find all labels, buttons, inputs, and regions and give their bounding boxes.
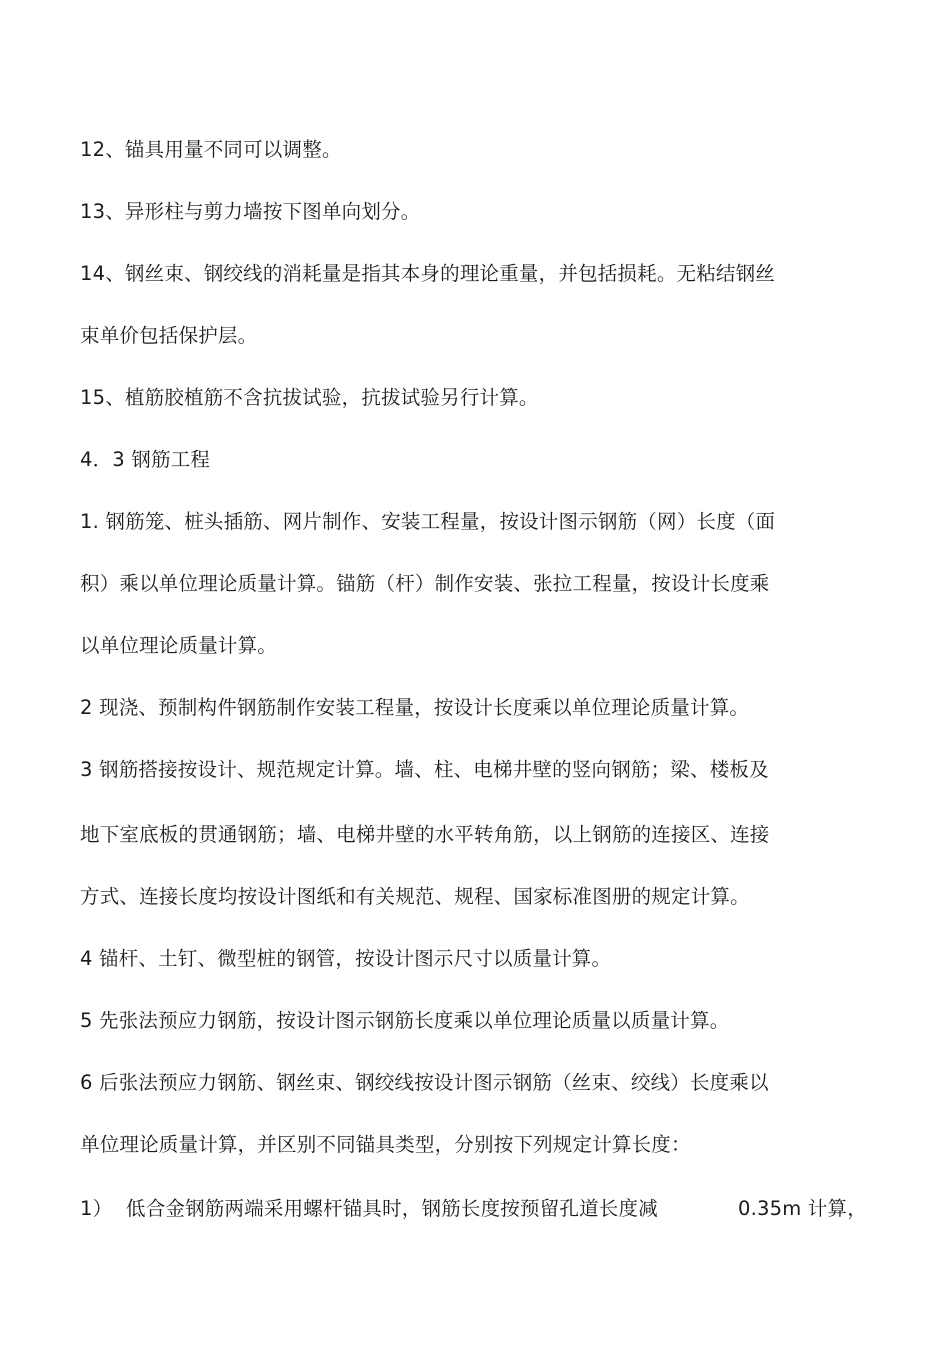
paragraph-line: 单位理论质量计算，并区别不同锚具类型，分别按下列规定计算长度： — [80, 1133, 691, 1156]
paragraph-line: 3 钢筋搭接按设计、规范规定计算。墙、柱、电梯井壁的竖向钢筋；梁、楼板及 — [80, 758, 769, 781]
paragraph-line: 4 锚杆、土钉、微型桩的钢管，按设计图示尺寸以质量计算。 — [80, 947, 612, 970]
paragraph-line: 13、异形柱与剪力墙按下图单向划分。 — [80, 200, 421, 223]
paragraph-line: 15、植筋胶植筋不含抗拔试验，抗拔试验另行计算。 — [80, 386, 539, 409]
paragraph-line: 积）乘以单位理论质量计算。锚筋（杆）制作安装、张拉工程量，按设计长度乘 — [80, 572, 770, 595]
list-item-text: 低合金钢筋两端采用螺杆锚具时，钢筋长度按预留孔道长度减 — [126, 1197, 658, 1220]
paragraph-line: 2 现浇、预制构件钢筋制作安装工程量，按设计长度乘以单位理论质量计算。 — [80, 696, 750, 719]
list-item-line — [80, 1194, 870, 1224]
paragraph-line: 5 先张法预应力钢筋，按设计图示钢筋长度乘以单位理论质量以质量计算。 — [80, 1009, 730, 1032]
list-item-value: 0.35m 计算， — [738, 1197, 867, 1220]
paragraph-line: 方式、连接长度均按设计图纸和有关规范、规程、国家标准图册的规定计算。 — [80, 885, 750, 908]
paragraph-line: 14、钢丝束、钢绞线的消耗量是指其本身的理论重量，并包括损耗。无粘结钢丝 — [80, 262, 776, 285]
paragraph-line: 12、锚具用量不同可以调整。 — [80, 138, 342, 161]
paragraph-line: 1. 钢筋笼、桩头插筋、网片制作、安装工程量，按设计图示钢筋（网）长度（面 — [80, 510, 776, 533]
paragraph-line: 束单价包括保护层。 — [80, 324, 258, 347]
paragraph-line: 6 后张法预应力钢筋、钢丝束、钢绞线按设计图示钢筋（丝束、绞线）长度乘以 — [80, 1071, 769, 1094]
list-item-number: 1） — [80, 1197, 113, 1220]
section-heading: 4．3 钢筋工程 — [80, 448, 211, 471]
paragraph-line: 地下室底板的贯通钢筋；墙、电梯井壁的水平转角筋，以上钢筋的连接区、连接 — [80, 823, 770, 846]
paragraph-line: 以单位理论质量计算。 — [80, 634, 278, 657]
